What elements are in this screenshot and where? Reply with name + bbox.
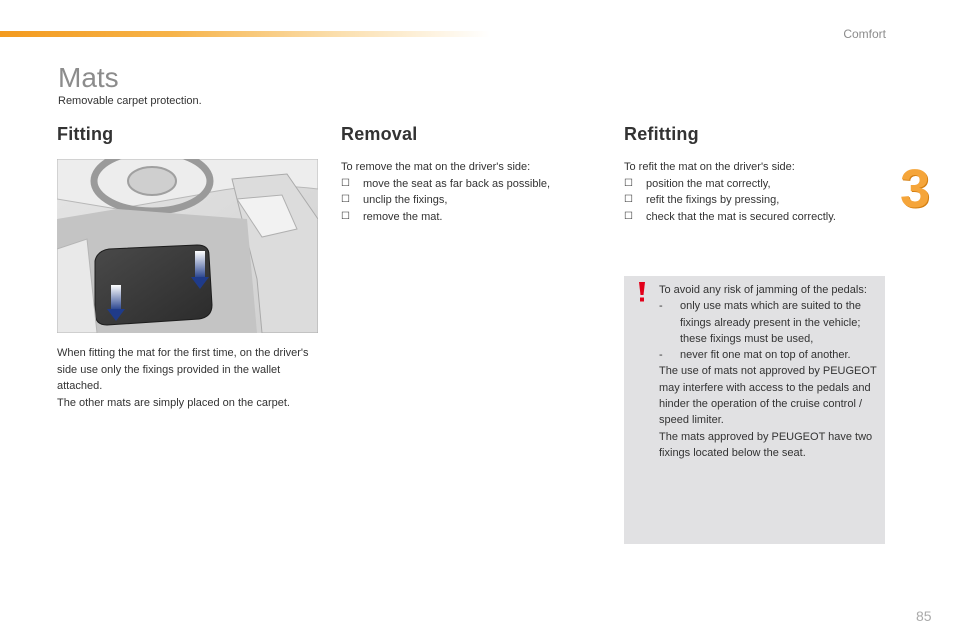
refitting-heading: Refitting [624, 124, 699, 144]
checkbox-bullet-icon: ☐ [341, 210, 350, 222]
checkbox-bullet-icon: ☐ [624, 177, 633, 189]
list-item: ☐ refit the fixings by pressing, [624, 192, 886, 209]
checkbox-bullet-icon: ☐ [624, 210, 633, 222]
checkbox-bullet-icon: ☐ [624, 194, 633, 205]
fitting-heading: Fitting [57, 124, 114, 144]
header-accent-bar [0, 31, 490, 37]
warning-box [624, 276, 885, 544]
removal-steps [341, 176, 603, 226]
list-item: ☐ position the mat correctly, [624, 176, 886, 193]
fitting-paragraph-2: The other mats are simply placed on the carpet. [57, 396, 290, 409]
removal-heading: Removal [341, 124, 418, 144]
list-item: ☐ unclip the fixings, [341, 192, 603, 209]
page-title: Mats [58, 62, 119, 93]
checkbox-bullet-icon: ☐ [341, 177, 350, 189]
refitting-intro: To refit the mat on the driver's side: [624, 161, 795, 173]
refitting-section [624, 124, 886, 225]
refitting-steps [624, 176, 886, 226]
list-item: ☐ move the seat as far back as possible, [341, 176, 603, 193]
fitting-section [57, 124, 319, 411]
car-interior-drawing [57, 159, 318, 333]
warning-intro: To avoid any risk of jamming of the pedals: [659, 284, 867, 296]
warning-paragraph-1: The use of mats not approved by PEUGEOT may interfere with access to the pedals and hinder the operation of the cruise control / speed limiter. [659, 365, 877, 427]
warning-item: - only use mats which are suited to the fixings already present in the vehicle; these fixings must be used, [659, 300, 861, 345]
warning-paragraph-2: The mats approved by PEUGEOT have two fixings located below the seat. [659, 430, 873, 459]
warning-item: - never fit one mat on top of another. [659, 349, 851, 362]
removal-intro: To remove the mat on the driver's side: [341, 161, 531, 173]
fitting-paragraph-1: When fitting the mat for the first time, on the driver's side use only the fixings provided in the wallet attached. [57, 347, 309, 392]
page-number: 85 [916, 608, 932, 624]
exclamation-icon [637, 281, 647, 303]
removal-section [341, 124, 603, 225]
car-mat-illustration [57, 159, 318, 333]
list-item: ☐ check that the mat is secured correctly. [624, 209, 886, 226]
page-subtitle: Removable carpet protection. [58, 95, 202, 107]
checkbox-bullet-icon: ☐ [341, 194, 350, 205]
section-label: Comfort [843, 27, 886, 41]
list-item: ☐ remove the mat. [341, 209, 603, 226]
chapter-number: 3 [900, 159, 931, 219]
